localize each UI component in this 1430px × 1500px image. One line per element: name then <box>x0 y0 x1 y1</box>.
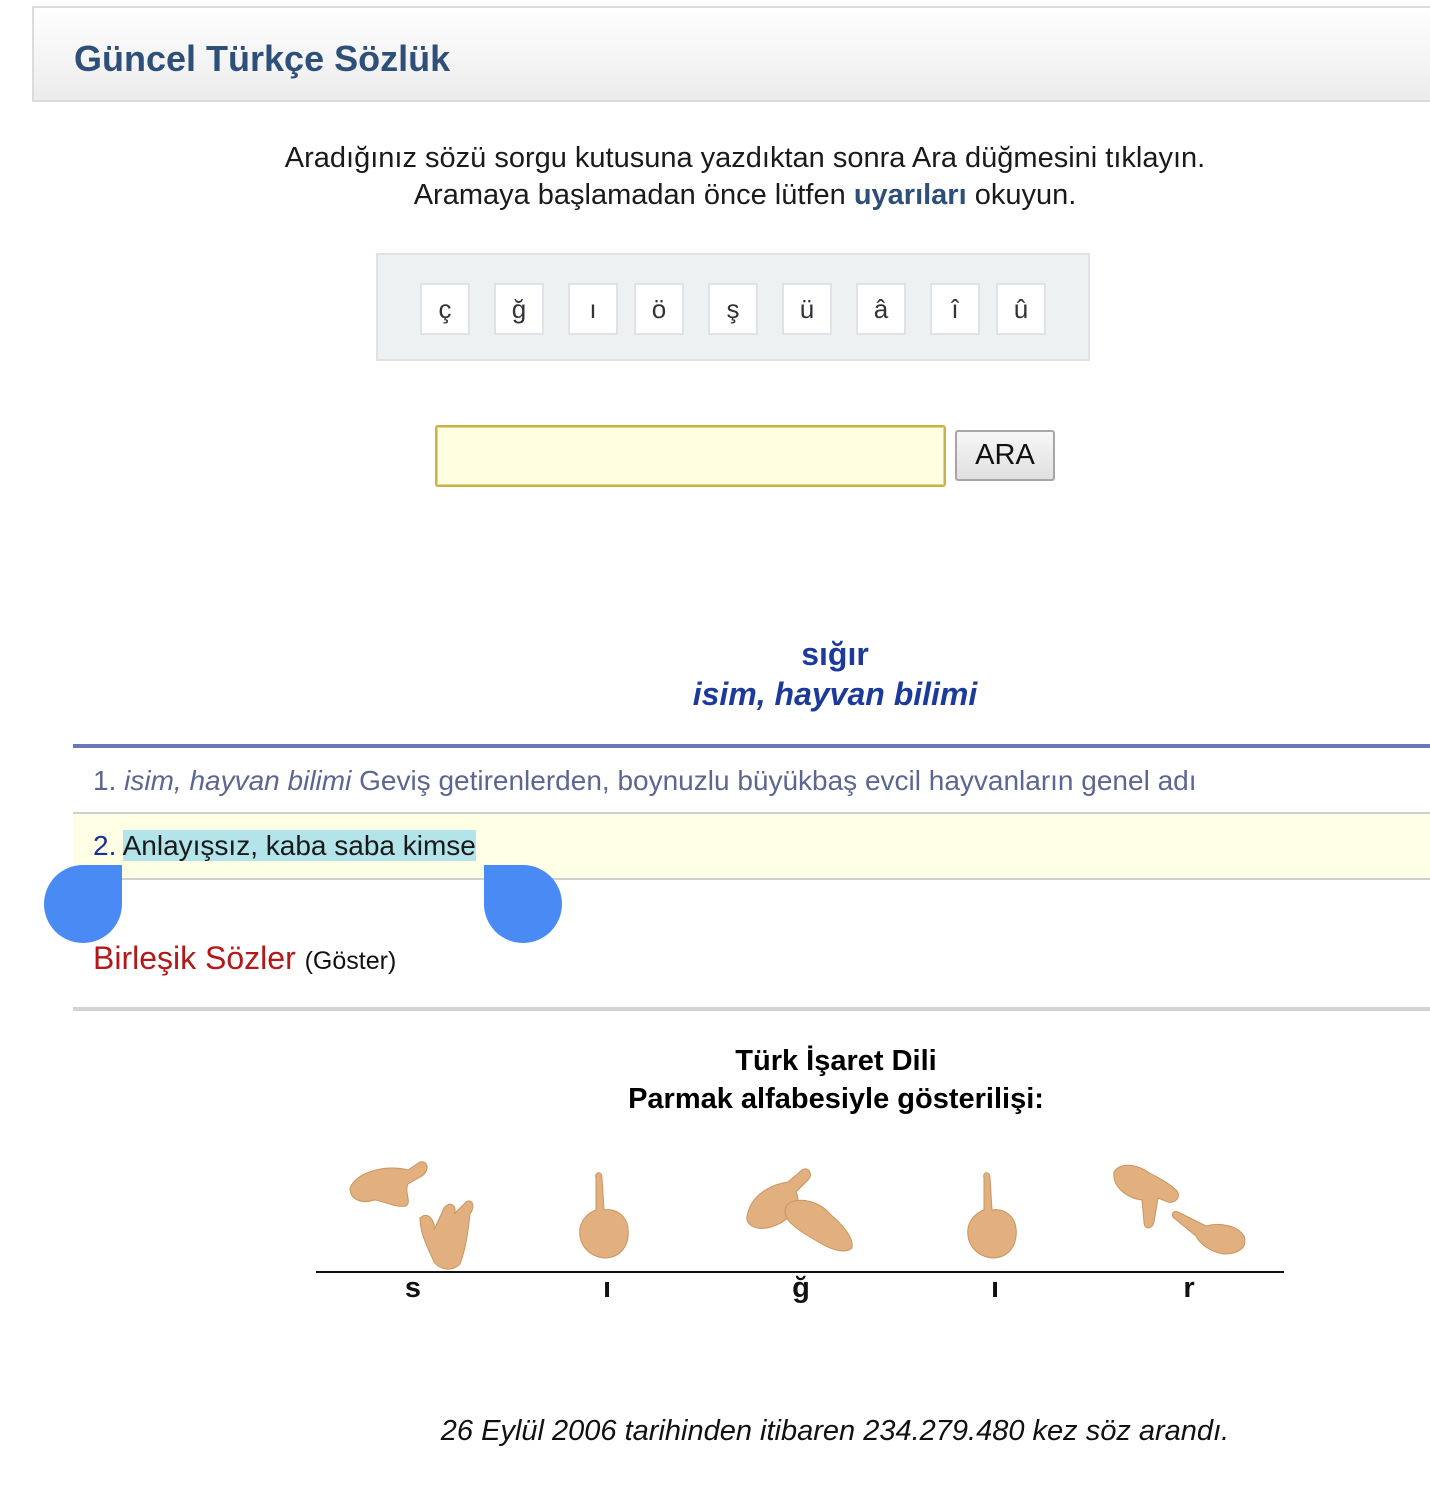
hand-sign-g-breve-image <box>704 1148 898 1272</box>
sign-language-title <box>0 1042 1430 1118</box>
char-button-g-breve[interactable]: ğ <box>494 283 544 335</box>
definition-number: 1. <box>93 765 117 796</box>
search-counter: 26 Eylül 2006 tarihinden itibaren 234.279.480 kez söz arandı. <box>440 1415 1230 1447</box>
compound-words-title: Birleşik Sözler <box>93 940 296 976</box>
hand-sign-s-image <box>316 1148 510 1272</box>
fingerspelling-letter: ğ <box>792 1272 810 1304</box>
char-button-c-cedilla[interactable]: ç <box>420 283 470 335</box>
intro-text <box>0 140 1430 214</box>
selection-end-handle[interactable] <box>484 865 562 943</box>
intro-line-2-before: Aramaya başlamadan önce lütfen <box>413 179 846 211</box>
sign-language-title-line-1: Türk İşaret Dili <box>735 1045 937 1077</box>
fingerspelling-letter: s <box>404 1272 422 1304</box>
fingerspelling-letter: r <box>1183 1272 1195 1304</box>
fingerspelling-letter: ı <box>602 1272 612 1304</box>
char-button-dotless-i[interactable]: ı <box>568 283 618 335</box>
page-header <box>32 6 1430 102</box>
sign-language-title-line-2: Parmak alfabesiyle gösterilişi: <box>628 1083 1044 1115</box>
hand-sign-dotless-i-image <box>898 1148 1092 1272</box>
search-button[interactable]: ARA <box>955 430 1055 481</box>
selected-definition-text[interactable]: Anlayışsız, kaba saba kimse <box>122 830 476 861</box>
special-character-panel <box>376 253 1090 361</box>
intro-line-2 <box>0 177 1430 214</box>
hand-sign-r-image <box>1092 1148 1286 1272</box>
definition-text: Geviş getirenlerden, boynuzlu büyükbaş evcil hayvanların genel adı <box>359 765 1197 796</box>
char-button-o-umlaut[interactable]: ö <box>634 283 684 335</box>
entry-word: sığır <box>801 636 869 672</box>
char-button-u-circumflex[interactable]: û <box>996 283 1046 335</box>
entry-category: isim, hayvan bilimi <box>692 676 978 712</box>
intro-line-2-after: okuyun. <box>974 179 1077 211</box>
char-button-i-circumflex[interactable]: î <box>930 283 980 335</box>
warnings-link[interactable]: uyarıları <box>853 179 967 211</box>
fingerspelling-letter: ı <box>990 1272 1000 1304</box>
compound-words-toggle[interactable]: (Göster) <box>304 947 397 975</box>
page-title: Güncel Türkçe Sözlük <box>74 38 451 79</box>
hand-sign-dotless-i-image <box>510 1148 704 1272</box>
definition-row-2 <box>73 814 1430 880</box>
search-input[interactable] <box>435 425 946 487</box>
intro-line-1: Aradığınız sözü sorgu kutusuna yazdıktan sonra Ara düğmesini tıklayın. <box>284 142 1206 174</box>
fingerspelling-images <box>316 1148 1284 1272</box>
definition-label: isim, hayvan bilimi <box>124 765 352 796</box>
char-button-u-umlaut[interactable]: ü <box>782 283 832 335</box>
char-button-s-cedilla[interactable]: ş <box>708 283 758 335</box>
selection-start-handle[interactable] <box>44 865 122 943</box>
entry-divider <box>73 744 1430 748</box>
definition-number: 2. <box>93 830 117 861</box>
compound-words-section <box>93 940 396 977</box>
section-divider <box>73 1007 1430 1011</box>
definition-row-1 <box>73 750 1430 814</box>
char-button-a-circumflex[interactable]: â <box>856 283 906 335</box>
